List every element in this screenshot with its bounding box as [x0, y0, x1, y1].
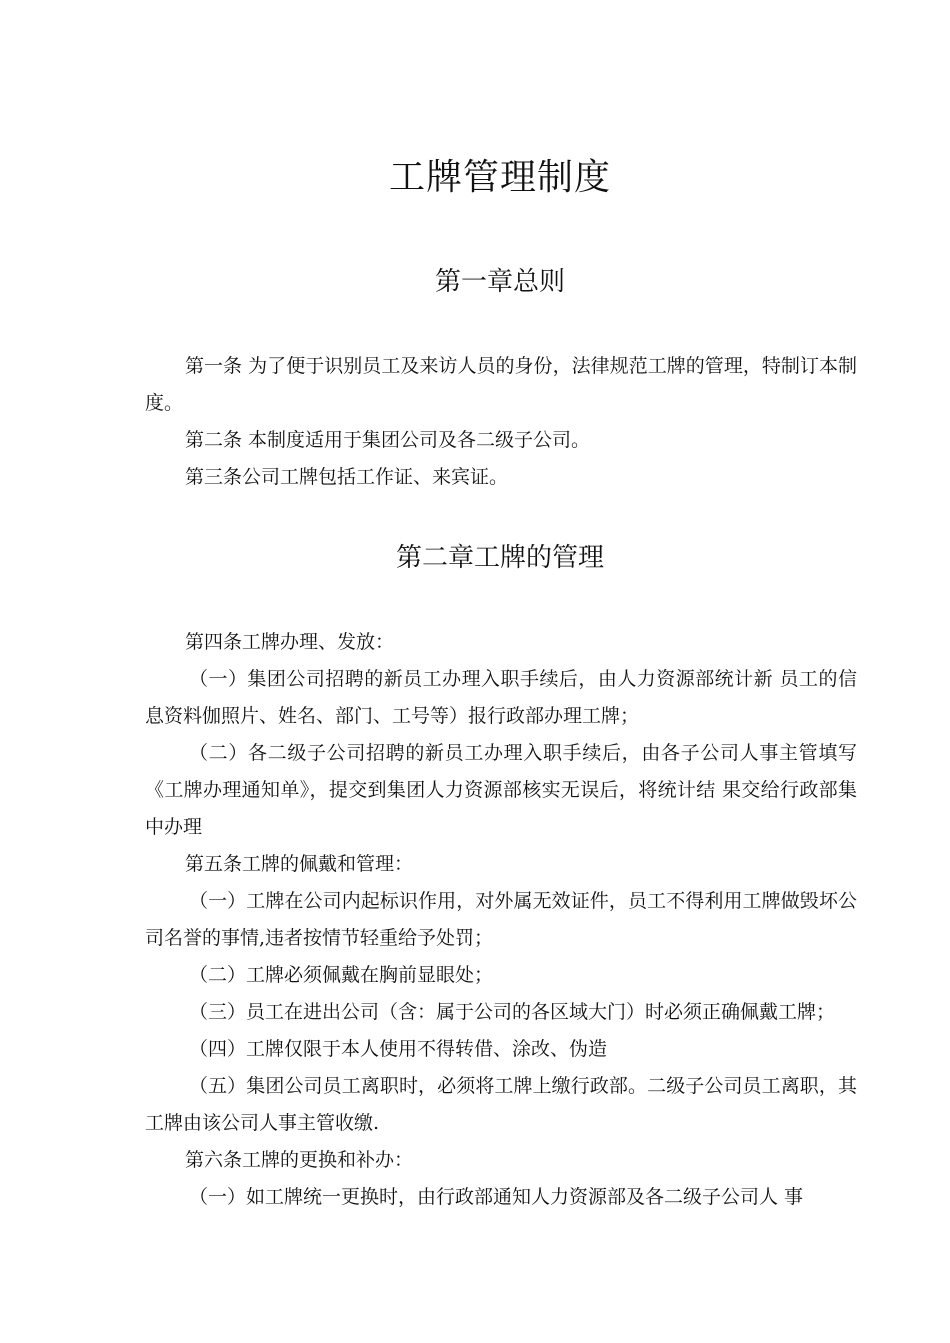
article-3: 第三条公司工牌包括工作证、来宾证。 — [185, 466, 509, 488]
chapter-2-body — [145, 624, 857, 1216]
chapter-1-body — [145, 348, 857, 496]
article-2: 第二条 本制度适用于集团公司及各二级子公司。 — [185, 429, 591, 451]
document-title: 工牌管理制度 — [388, 157, 611, 198]
chapter-heading-1: 第一章总则 — [434, 267, 565, 297]
article-4: 第四条工牌办理、发放： — [185, 631, 395, 653]
article-5-item-4: （四）工牌仅限于本人使用不得转借、涂改、伪造 — [189, 1038, 608, 1060]
article-5: 第五条工牌的佩戴和管理： — [185, 853, 414, 875]
article-4-item-2: （二）各二级子公司招聘的新员工办理入职手续后，由各子公司人事主管填写《工牌办理通知单》，提交到集团人力资源部核实无误后，将统计结 果交给行政部集中办理 — [145, 742, 857, 838]
article-5-item-1: （一）工牌在公司内起标识作用，对外属无效证件，员工不得利用工牌做毁坏公司名誉的事情,违者按情节轻重给予处罚； — [145, 890, 857, 949]
chapter-heading-2: 第二章工牌的管理 — [395, 543, 604, 573]
article-4-item-1: （一）集团公司招聘的新员工办理入职手续后，由人力资源部统计新 员工的信息资料伽照片、姓名、部门、工号等）报行政部办理工牌； — [145, 668, 857, 727]
article-5-item-2: （二）工牌必须佩戴在胸前显眼处； — [189, 964, 494, 986]
article-1: 第一条 为了便于识别员工及来访人员的身份，法律规范工牌的管理，特制订本制度。 — [145, 355, 857, 414]
article-5-item-3: （三）员工在进出公司（含：属于公司的各区域大门）时必须正确佩戴工牌； — [189, 1001, 836, 1023]
article-6: 第六条工牌的更换和补办： — [185, 1149, 414, 1171]
article-6-item-1: （一）如工牌统一更换时，由行政部通知人力资源部及各二级子公司人 事 — [189, 1186, 804, 1208]
article-5-item-5: （五）集团公司员工离职时，必须将工牌上缴行政部。二级子公司员工离职，其工牌由该公司人事主管收缴. — [145, 1075, 857, 1134]
